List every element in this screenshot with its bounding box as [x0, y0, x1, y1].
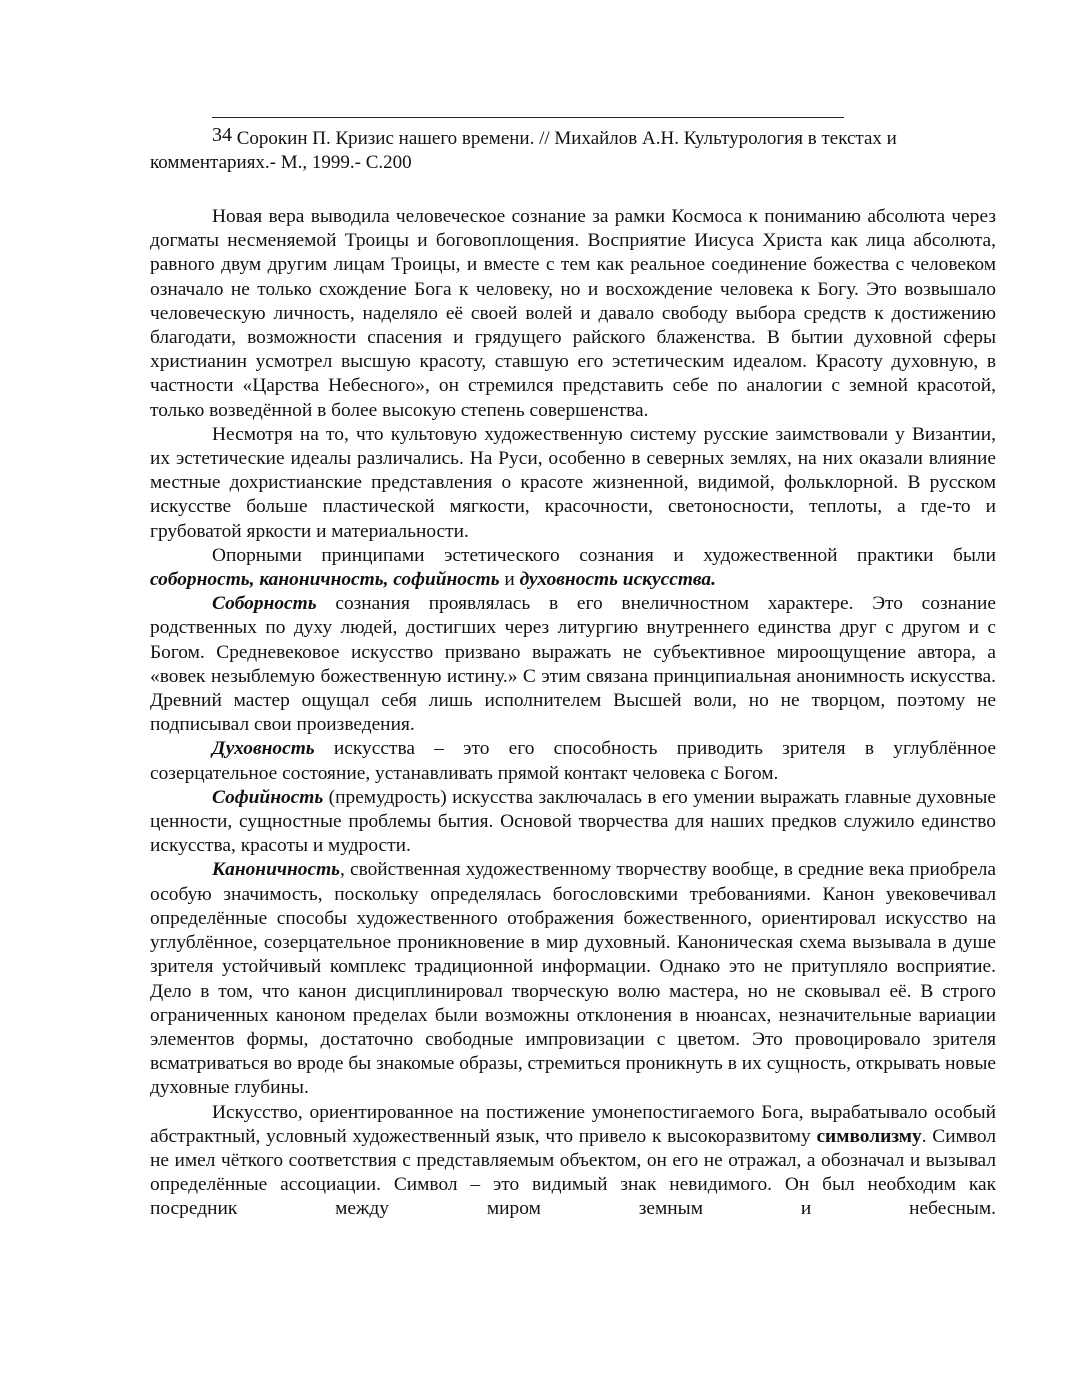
principles-and: и [499, 569, 520, 591]
paragraph-dukhovnost [150, 737, 996, 785]
term-dukhovnost: Духовность [212, 738, 315, 760]
paragraph-sofiynost [150, 786, 996, 859]
term-sobornost: Соборность [212, 593, 317, 615]
term-symbolism: символизму [816, 1125, 922, 1147]
body-text [150, 205, 996, 1222]
dukhovnost-text: искусства – это его способность приводить зрителя в углублённое созерцательное состояние, устанавливать прямой контакт человека с Богом. [150, 738, 996, 784]
paragraph-russian-ideals: Несмотря на то, что культовую художественную систему русские заимствовали у Византии, их эстетические идеалы различались. На Руси, особенно в северных землях, на них оказали влияние местные дохристианские представления о красоте жизненной, видимой, фольклорной. В русском искусстве больше пластической мягкости, красочности, светоносности, теплоты, а где-то и грубоватой яркости и материальности. [150, 423, 996, 542]
kanonichnost-text: , свойственная художественному творчеству вообще, в средние века приобрела особую значимость, поскольку определялась богословскими требованиями. Канон увековечивал определённые способы художественного отображения божественного, ориентировал искусство на углублённое, созерцательное проникновение в мир духовный. Каноническая схема вызывала в душе зрителя устойчивый комплекс традиционной информации. Однако это не притупляло восприятие. Дело в том, что канон дисциплинировал творческую волю мастера, но не сковывал её. В строго ограниченных каноном пределах были возможны отклонения в нюансах, незначительные вариации элементов формы, достаточно свободные импровизации с цветом. Это провоцировало зрителя всматриваться во вроде бы знакомые образы, стремиться проникнуть в их сущность, открывать новые духовные глубины. [150, 859, 996, 1099]
footnote-text: Сорокин П. Кризис нашего времени. // Михайлов А.Н. Культурология в текстах и комментариях.- М., 1999.- С.200 [150, 128, 897, 173]
principles-lead: Опорными принципами эстетического сознания и художественной практики были [212, 544, 996, 566]
sobornost-text: сознания проявлялась в его внеличностном характере. Это сознание родственных по духу людей, достигших через литургию внутреннего единства друг с другом и с Богом. Средневековое искусство призвано выражать не субъективное мироощущение автора, а «вовек незыблемую божественную истину.» С этим связана принципиальная анонимность искусства. Древний мастер ощущал себя лишь исполнителем Высшей воли, но не творцом, поэтому не подписывал свои произведения. [150, 593, 996, 736]
footnote [150, 124, 996, 175]
footnote-number: 34 [212, 124, 232, 146]
sofiynost-text: (премудрость) искусства заключалась в его умении выражать главные духовные ценности, сущностные проблемы бытия. Основой творчества для наших предков служило единство искусства, красоты и мудрости. [150, 786, 996, 857]
footnote-separator [212, 117, 844, 118]
paragraph-symbolism [150, 1101, 996, 1222]
principles-term-last: духовность искусства. [519, 569, 716, 591]
symbolism-text: . Символ не имел чёткого соответствия с представляемым объектом, он его не отражал, а обозначал и вызывал определённые ассоциации. Символ – это видимый знак невидимого. Он был необходим как посредник между миром земным и небесным. [150, 1125, 996, 1220]
term-kanonichnost: Каноничность [212, 859, 341, 881]
paragraph-new-faith: Новая вера выводила человеческое сознание за рамки Космоса к пониманию абсолюта через догматы несменяемой Троицы и боговоплощения. Восприятие Иисуса Христа как лица абсолюта, равного двум другим лицам Троицы, и вместе с тем как реальное соединение божества с человеком означало не только схождение Бога к человеку, но и восхождение человека к Богу. Это возвышало человеческую личность, наделяло её своей волей и давало свободу выбора средств к достижению благодати, возможности спасения и грядущего райского блаженства. В бытии духовной сферы христианин усмотрел высшую красоту, ставшую его эстетическим идеалом. Красоту духовную, в частности «Царства Небесного», он стремился представить себе по аналогии с земной красотой, только возведённой в более высокую степень совершенства. [150, 206, 996, 421]
paragraph-kanonichnost [150, 858, 996, 1100]
principles-terms: соборность, каноничность, софийность [150, 569, 500, 591]
symbolism-lead: Искусство, ориентированное на постижение умонепостигаемого Бога, вырабатывало особый абстрактный, условный художественный язык, что привело к высокоразвитому [150, 1101, 996, 1147]
term-sofiynost: Софийность [212, 786, 324, 808]
paragraph-principles [150, 544, 996, 592]
paragraph-sobornost [150, 592, 996, 737]
